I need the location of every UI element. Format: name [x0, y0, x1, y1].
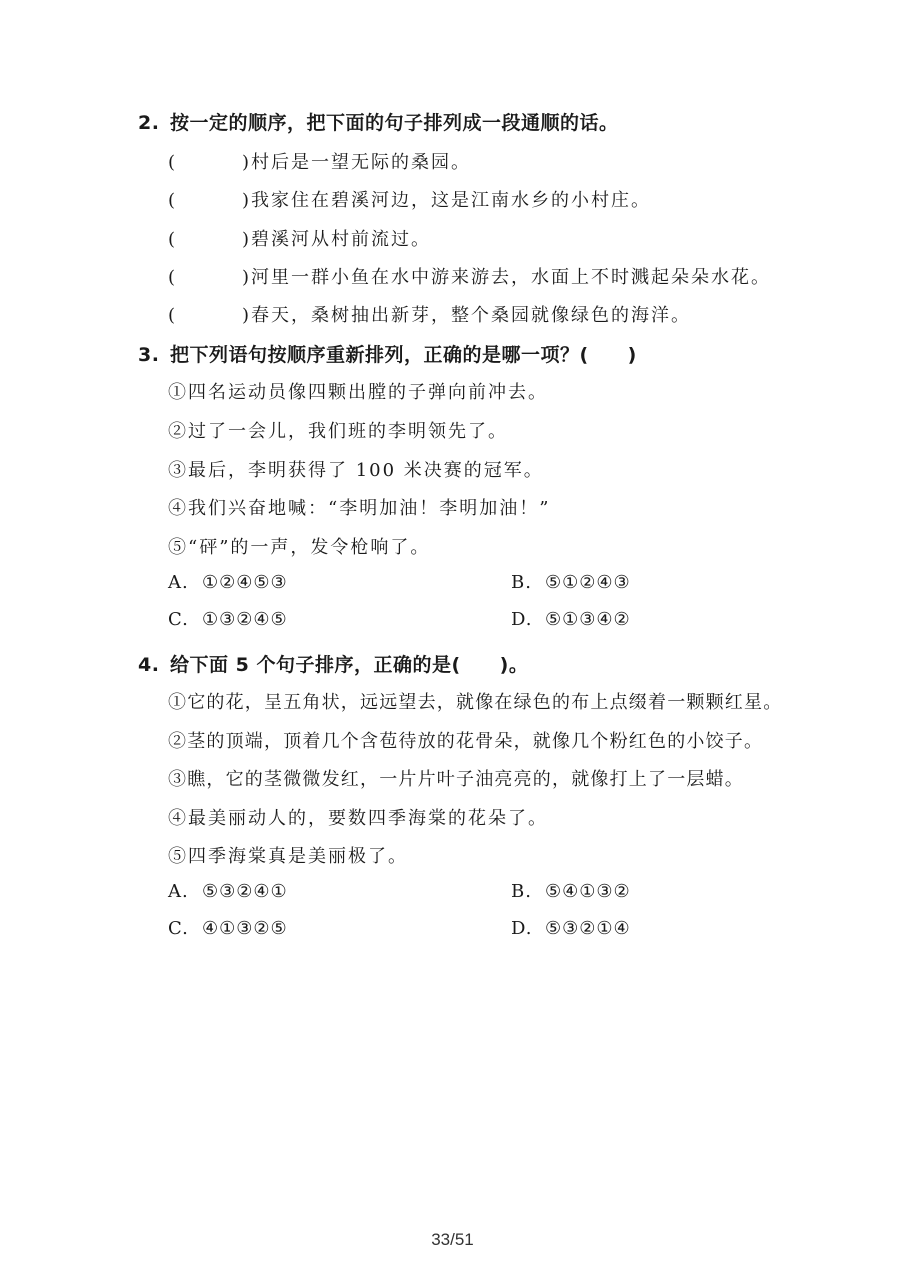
q3-option-c[interactable]: [168, 609, 288, 630]
q3-sentence: ①四名运动员像四颗出膛的子弹向前冲去。: [168, 382, 548, 403]
option-label: C.: [168, 609, 189, 630]
q2-item-text: )春天，桑树抽出新芽，整个桑园就像绿色的海洋。: [242, 305, 692, 326]
q3-sentence: ④我们兴奋地喊：“李明加油！李明加油！”: [168, 498, 551, 519]
question-number: 3.: [138, 344, 160, 366]
q2-item: [168, 148, 471, 174]
option-value: ⑤③②④①: [202, 881, 288, 902]
q4-sentence: ③瞧，它的茎微微发红，一片片叶子油亮亮的，就像打上了一层蜡。: [168, 769, 744, 790]
q2-item-text: )村后是一望无际的桑园。: [242, 152, 472, 173]
question-3-prompt: [138, 340, 637, 367]
answer-blank[interactable]: (: [168, 229, 178, 250]
option-value: ①②④⑤③: [202, 572, 288, 593]
q3-sentence: ②过了一会儿，我们班的李明领先了。: [168, 421, 508, 442]
q2-item: [168, 225, 431, 251]
option-label: A.: [168, 881, 189, 902]
option-label: D.: [511, 609, 533, 630]
q2-item-text: )河里一群小鱼在水中游来游去，水面上不时溅起朵朵水花。: [242, 267, 772, 288]
question-number: 2.: [138, 112, 160, 134]
option-label: B.: [511, 881, 532, 902]
option-label: D.: [511, 918, 533, 939]
answer-blank[interactable]: (: [168, 190, 178, 211]
q4-option-b[interactable]: [511, 881, 631, 902]
q2-item-text: )我家住在碧溪河边，这是江南水乡的小村庄。: [242, 190, 652, 211]
q4-sentence: ②茎的顶端，顶着几个含苞待放的花骨朵，就像几个粉红色的小饺子。: [168, 731, 764, 752]
question-2-prompt: [138, 108, 619, 135]
q4-sentence: ④最美丽动人的，要数四季海棠的花朵了。: [168, 808, 548, 829]
q3-option-a[interactable]: [168, 572, 288, 593]
q2-item: [168, 263, 771, 289]
option-label: A.: [168, 572, 189, 593]
option-value: ⑤④①③②: [545, 881, 631, 902]
question-text: 把下列语句按顺序重新排列，正确的是哪一项？( ): [170, 344, 637, 366]
q4-option-c[interactable]: [168, 918, 288, 939]
q3-sentence: ⑤“砰”的一声，发令枪响了。: [168, 537, 431, 558]
option-value: ⑤①②④③: [545, 572, 631, 593]
q3-sentence: ③最后，李明获得了 100 米决赛的冠军。: [168, 460, 544, 481]
q3-option-d[interactable]: [511, 609, 631, 630]
page-number: 33/51: [431, 1230, 474, 1249]
q4-sentence: ⑤四季海棠真是美丽极了。: [168, 846, 408, 867]
option-value: ⑤③②①④: [545, 918, 631, 939]
answer-blank[interactable]: (: [168, 152, 178, 173]
question-4-prompt: [138, 650, 528, 677]
q3-option-b[interactable]: [511, 572, 631, 593]
question-number: 4.: [138, 654, 160, 676]
q4-sentence: ①它的花，呈五角状，远远望去，就像在绿色的布上点缀着一颗颗红星。: [168, 692, 783, 713]
question-text: 给下面 5 个句子排序，正确的是( )。: [170, 654, 529, 676]
q2-item: [168, 301, 691, 327]
answer-blank[interactable]: (: [168, 267, 178, 288]
option-value: ⑤①③④②: [545, 609, 631, 630]
q2-item: [168, 186, 651, 212]
q4-option-a[interactable]: [168, 881, 288, 902]
option-label: C.: [168, 918, 189, 939]
q4-option-d[interactable]: [511, 918, 631, 939]
option-value: ①③②④⑤: [202, 609, 288, 630]
question-text: 按一定的顺序，把下面的句子排列成一段通顺的话。: [170, 112, 619, 134]
option-value: ④①③②⑤: [202, 918, 288, 939]
answer-blank[interactable]: (: [168, 305, 178, 326]
option-label: B.: [511, 572, 532, 593]
q2-item-text: )碧溪河从村前流过。: [242, 229, 432, 250]
